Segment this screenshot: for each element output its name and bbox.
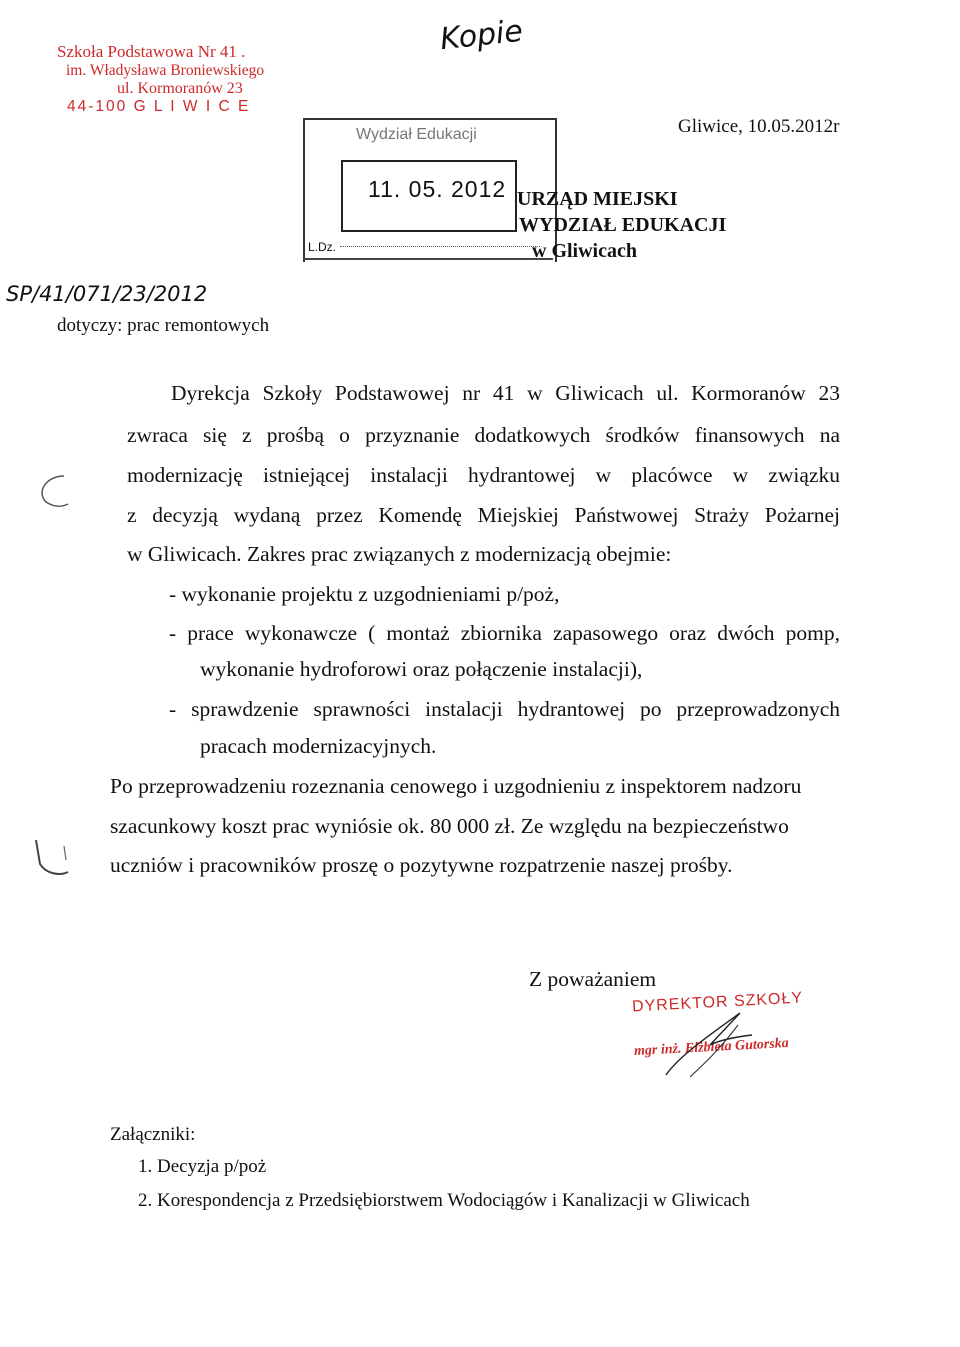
body-p1-line1: Dyrekcja Szkoły Podstawowej nr 41 w Gliwicach ul. Kormoranów 23 xyxy=(171,381,840,405)
director-stamp-name: mgr inż. Elżbieta Gutorska xyxy=(633,1035,790,1060)
attachment-item-1: 1. Decyzja p/poż xyxy=(138,1156,267,1177)
director-stamp-title: DYREKTOR SZKOŁY xyxy=(631,989,804,1016)
body-p2-line3: uczniów i pracowników proszę o pozytywne rozpatrzenie naszej prośby. xyxy=(110,853,733,877)
body-p1-line3: modernizację istniejącej instalacji hydrantowej w placówce w związku xyxy=(127,463,840,487)
punch-hole-mark-bottom xyxy=(26,828,76,888)
recipient-line1: URZĄD MIEJSKI xyxy=(517,188,678,210)
reference-number-handwritten: SP/41/071/23/2012 xyxy=(6,282,208,306)
signature-scribble xyxy=(660,1005,780,1085)
scope-item-2: - prace wykonawcze ( montaż zbiornika zapasowego oraz dwóch pomp, xyxy=(169,621,840,645)
attachment-item-2: 2. Korespondencja z Przedsiębiorstwem Wodociągów i Kanalizacji w Gliwicach xyxy=(138,1190,750,1211)
stamp-received-date: 11. 05. 2012 xyxy=(368,176,507,202)
scope-item-3-cont: pracach modernizacyjnych. xyxy=(200,734,437,758)
kopie-handwritten-note: Kopie xyxy=(438,13,525,58)
attachments-heading: Załączniki: xyxy=(110,1124,196,1145)
body-p2-line1: Po przeprowadzeniu rozeznania cenowego i uzgodnieniu z inspektorem nadzoru xyxy=(110,774,802,798)
scope-item-2-cont: wykonanie hydroforowi oraz połączenie instalacji), xyxy=(200,657,643,681)
sender-street: ul. Kormoranów 23 xyxy=(117,80,243,97)
subject-line: dotyczy: prac remontowych xyxy=(57,315,270,336)
sender-patron: im. Władysława Broniewskiego xyxy=(66,62,265,79)
sender-city: 44-100 G L I W I C E xyxy=(67,98,251,115)
scope-item-3: - sprawdzenie sprawności instalacji hydrantowej po przeprowadzonych xyxy=(169,697,840,721)
punch-hole-mark-top xyxy=(28,470,78,520)
letter-date: Gliwice, 10.05.2012r xyxy=(678,116,840,137)
stamp-bottom-border xyxy=(303,258,553,260)
body-p2-line2: szacunkowy koszt prac wyniósie ok. 80 000 zł. Ze względu na bezpieczeństwo xyxy=(110,814,789,838)
body-p1-line5: w Gliwicach. Zakres prac związanych z modernizacją obejmie: xyxy=(127,542,672,566)
closing-salutation: Z poważaniem xyxy=(529,967,657,991)
body-p1-line4: z decyzją wydaną przez Komendę Miejskiej Państwowej Straży Pożarnej xyxy=(127,503,840,527)
stamp-department: Wydział Edukacji xyxy=(356,126,477,143)
sender-school-name: Szkoła Podstawowa Nr 41 . xyxy=(57,42,246,61)
body-p1-line2: zwraca się z prośbą o przyznanie dodatkowych środków finansowych na xyxy=(127,423,840,447)
stamp-ldz-label: L.Dz. xyxy=(308,240,337,254)
recipient-line2: WYDZIAŁ EDUKACJI xyxy=(519,214,727,236)
recipient-line3: w Gliwicach xyxy=(532,240,637,262)
stamp-ldz-line xyxy=(340,246,540,247)
scope-item-1: - wykonanie projektu z uzgodnieniami p/poż, xyxy=(169,582,560,606)
